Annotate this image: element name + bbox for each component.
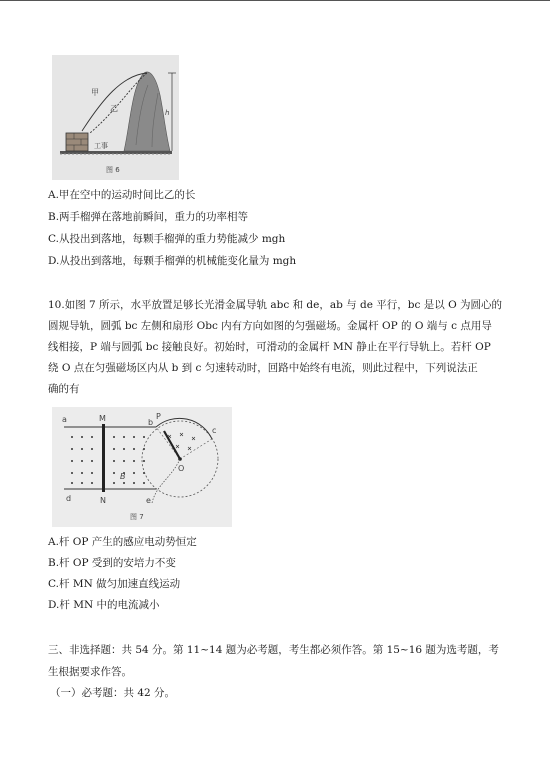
q9-option-d: D.从投出到落地，每颗手榴弹的机械能变化量为 mgh — [48, 255, 297, 267]
label-b: b — [148, 418, 154, 427]
arc-bc — [156, 418, 212, 439]
magnetic-field-crosses — [168, 433, 195, 450]
q10-option-b: B.杆 OP 受到的安培力不变 — [48, 557, 176, 569]
q10-option-d: D.杆 MN 中的电流减小 — [48, 599, 160, 611]
section-3-sub: （一）必考题：共 42 分。 — [50, 687, 176, 699]
figure-7-drawing — [52, 407, 232, 527]
label-d: d — [66, 494, 72, 503]
label-n: N — [100, 496, 106, 505]
q9-option-c: C.从投出到落地，每颗手榴弹的重力势能减少 mgh — [48, 233, 286, 245]
figure-7 — [52, 407, 232, 527]
section-3-heading: 三、非选择题：共 54 分。第 11~14 题为必考题，考生都必须作答。第 15~16 题为选考题，考 — [48, 644, 499, 656]
connecting-wire — [152, 459, 180, 503]
label-a: a — [62, 415, 67, 424]
figure-6 — [52, 55, 179, 180]
hill-shape — [124, 72, 170, 151]
label-e: e — [146, 496, 151, 505]
label-c: c — [212, 426, 217, 435]
q10-stem-line: 绕 O 点在匀强磁场区内从 b 到 c 匀速转动时，回路中始终有电流，则此过程中，下列说法正 — [48, 362, 478, 374]
label-m: M — [99, 414, 106, 423]
brick-bunker — [66, 133, 88, 151]
q10-option-a: A.杆 OP 产生的感应电动势恒定 — [48, 536, 197, 548]
q10-option-c: C.杆 MN 做匀加速直线运动 — [48, 578, 181, 590]
label-yi: 乙 — [110, 104, 118, 113]
label-h: h — [165, 109, 170, 117]
figure-6-drawing — [52, 55, 179, 180]
page-top-border — [0, 0, 550, 1]
label-o: O — [178, 464, 185, 473]
q10-stem-line: 圆规导轨，圆弧 bc 左侧和扇形 Obc 内有方向如图的匀强磁场。金属杆 OP 的 O 端与 c 点用导 — [48, 320, 492, 332]
section-3-heading-cont: 生根据要求作答。 — [48, 666, 132, 678]
label-jia: 甲 — [91, 88, 99, 97]
q9-option-a: A.甲在空中的运动时间比乙的长 — [48, 189, 196, 201]
label-p: P — [156, 412, 161, 421]
figure-7-caption: 图 7 — [130, 513, 144, 521]
label-bunker: 工事 — [94, 142, 108, 150]
q10-stem-line: 10.如图 7 所示，水平放置足够长光滑金属导轨 abc 和 de，ab 与 de 平行，bc 是以 O 为圆心的 — [48, 299, 503, 311]
q10-stem-line: 确的有 — [48, 383, 80, 395]
magnetic-field-dots — [71, 436, 145, 484]
q9-option-b: B.两手榴弹在落地前瞬间，重力的功率相等 — [48, 211, 249, 223]
figure-6-caption: 图 6 — [106, 166, 120, 174]
rod-mn — [102, 424, 105, 492]
rod-op — [164, 431, 180, 459]
q10-stem-line: 线相接，P 端与圆弧 bc 接触良好。初始时，可滑动的金属杆 MN 静止在平行导轨上。若杆 OP — [48, 341, 491, 353]
label-field-b: B — [120, 472, 126, 481]
